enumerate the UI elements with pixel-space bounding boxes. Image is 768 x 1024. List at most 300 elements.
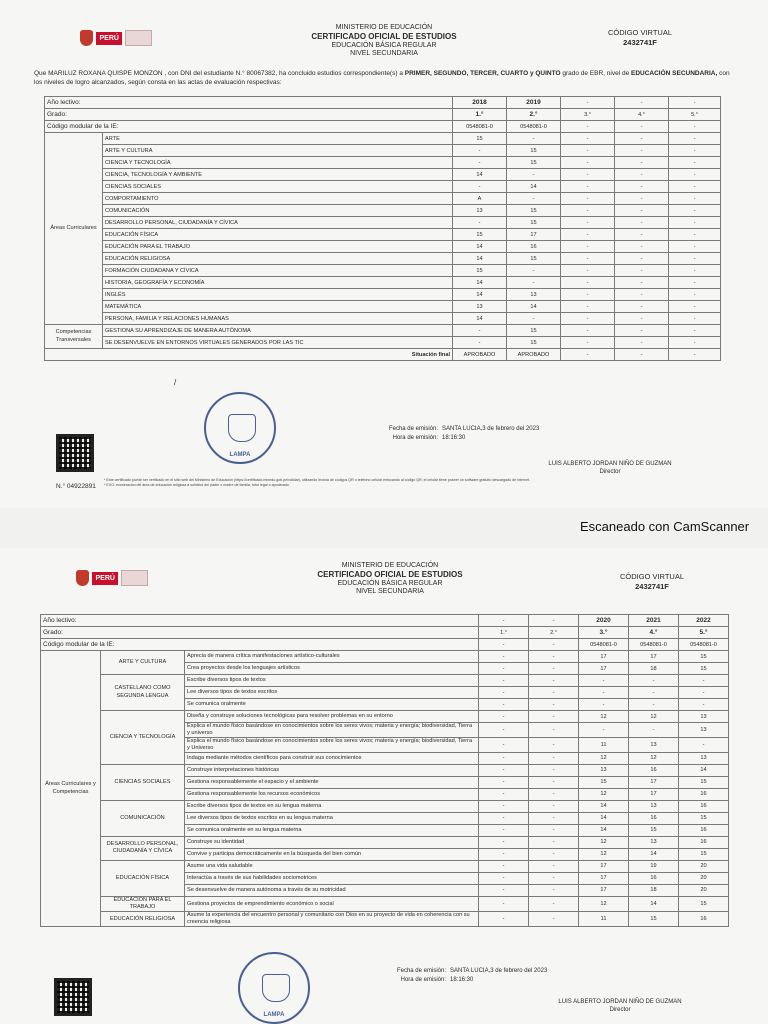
issue-info bbox=[386, 425, 539, 443]
grade-cell: - bbox=[529, 836, 579, 848]
area-name: CASTELLANO COMO SEGUNDA LENGUA bbox=[101, 675, 185, 711]
grade-cell: 17 bbox=[579, 872, 629, 884]
year-cell: 2019 bbox=[507, 97, 561, 109]
grade-cell: 11 bbox=[579, 912, 629, 927]
school-code-cell: - bbox=[669, 121, 721, 133]
footnotes bbox=[104, 478, 624, 489]
grade-cell: 16 bbox=[679, 788, 729, 800]
header-row-school-code bbox=[45, 121, 721, 133]
competency-name: Lee diversos tipos de textos escritos en su lengua materna bbox=[185, 812, 479, 824]
grade-cell: - bbox=[669, 229, 721, 241]
grade-cell: 20 bbox=[679, 884, 729, 896]
education-type: EDUCACIÓN BÁSICA REGULAR bbox=[331, 41, 437, 49]
grade-cell: - bbox=[615, 301, 669, 313]
certificate-title: CERTIFICADO OFICIAL DE ESTUDIOS bbox=[317, 570, 463, 580]
subject-name: FORMACIÓN CIUDADANA Y CÍVICA bbox=[103, 265, 453, 277]
grade-cell: - bbox=[561, 265, 615, 277]
school-code-cell: 0548081-0 bbox=[579, 639, 629, 651]
grade-cell: - bbox=[615, 193, 669, 205]
grade-cell: 15 bbox=[507, 217, 561, 229]
grade-cell: - bbox=[529, 675, 579, 687]
grade-cell: 16 bbox=[507, 241, 561, 253]
signature-block bbox=[510, 998, 730, 1015]
grade-cell: 13 bbox=[629, 737, 679, 752]
grade-cell: - bbox=[679, 699, 729, 711]
grade-cell: 15 bbox=[679, 812, 729, 824]
grade-cell: - bbox=[669, 241, 721, 253]
area-name: EDUCACIÓN RELIGIOSA bbox=[101, 912, 185, 927]
grade-cell: - bbox=[529, 824, 579, 836]
header-row-school-code bbox=[41, 639, 729, 651]
school-code-cell: 0548081-0 bbox=[679, 639, 729, 651]
table-row bbox=[45, 253, 721, 265]
grade-cell: 15 bbox=[579, 776, 629, 788]
grade-cell: - bbox=[479, 800, 529, 812]
grade-cell: - bbox=[669, 301, 721, 313]
year-cell: - bbox=[529, 615, 579, 627]
grade-cell: 13 bbox=[679, 711, 729, 723]
area-name: CIENCIAS SOCIALES bbox=[101, 764, 185, 800]
grade-cell: - bbox=[669, 145, 721, 157]
grade-cell: 15 bbox=[679, 776, 729, 788]
school-code-label: Código modular de la IE: bbox=[45, 121, 453, 133]
year-label: Año lectivo: bbox=[41, 615, 479, 627]
competency-name: Asume una vida saludable bbox=[185, 860, 479, 872]
areas-label: Áreas Curriculares bbox=[45, 133, 103, 325]
table-row bbox=[45, 181, 721, 193]
grade-cell: - bbox=[479, 836, 529, 848]
year-cell: - bbox=[561, 97, 615, 109]
area-name: COMUNICACIÓN bbox=[101, 800, 185, 836]
competency-name: Escribe diversos tipos de textos bbox=[185, 675, 479, 687]
competency-name: Gestiona responsablemente el espacio y el ambiente bbox=[185, 776, 479, 788]
ministry-name: MINISTERIO DE EDUCACIÓN bbox=[335, 24, 433, 31]
virtual-code-value: 2432741F bbox=[623, 37, 657, 47]
grade-cell: - bbox=[561, 313, 615, 325]
minedu-logo bbox=[80, 28, 152, 48]
grade-cell: 3.° bbox=[561, 109, 615, 121]
grade-cell: 15 bbox=[507, 337, 561, 349]
document-header bbox=[290, 562, 490, 597]
grade-cell: - bbox=[507, 277, 561, 289]
grade-cell: - bbox=[669, 325, 721, 337]
table-row bbox=[41, 860, 729, 872]
year-cell: 2021 bbox=[629, 615, 679, 627]
area-name: ARTE Y CULTURA bbox=[101, 651, 185, 675]
grade-cell: - bbox=[529, 788, 579, 800]
signer-name: LUIS ALBERTO JORDAN NIÑO DE GUZMAN bbox=[558, 999, 682, 1005]
grade-cell: - bbox=[529, 776, 579, 788]
subject-name: PERSONA, FAMILIA Y RELACIONES HUMANAS bbox=[103, 313, 453, 325]
final-status-cell: - bbox=[615, 349, 669, 361]
certificate-title: CERTIFICADO OFICIAL DE ESTUDIOS bbox=[311, 32, 457, 42]
grade-cell: 16 bbox=[679, 912, 729, 927]
table-row bbox=[41, 711, 729, 723]
grade-cell: - bbox=[615, 205, 669, 217]
grade-cell: - bbox=[479, 675, 529, 687]
grade-cell: - bbox=[453, 157, 507, 169]
grade-cell: - bbox=[507, 169, 561, 181]
grade-cell: - bbox=[679, 737, 729, 752]
subject-name: CIENCIA, TECNOLOGÍA Y AMBIENTE bbox=[103, 169, 453, 181]
grade-cell: - bbox=[529, 651, 579, 663]
grade-cell: 15 bbox=[679, 651, 729, 663]
institution-seal bbox=[204, 392, 276, 464]
table-row bbox=[41, 800, 729, 812]
competency-name: Gestiona proyectos de emprendimiento económico o social bbox=[185, 896, 479, 912]
grade-cell: 13 bbox=[579, 764, 629, 776]
grade-cell: - bbox=[561, 157, 615, 169]
competency-name: GESTIONA SU APRENDIZAJE DE MANERA AUTÓNOMA bbox=[103, 325, 453, 337]
grade-cell: - bbox=[529, 812, 579, 824]
school-code-cell: - bbox=[529, 639, 579, 651]
virtual-code-label: CÓDIGO VIRTUAL bbox=[619, 572, 685, 581]
grade-cell: 16 bbox=[679, 824, 729, 836]
grade-cell: - bbox=[615, 277, 669, 289]
competency-name: Construye su identidad bbox=[185, 836, 479, 848]
table-row bbox=[45, 193, 721, 205]
final-status-cell: - bbox=[669, 349, 721, 361]
grade-cell: 15 bbox=[507, 253, 561, 265]
statement-part: con los niveles de logro alcanzados, según consta en las actas de evaluación respectivas: bbox=[34, 70, 730, 86]
grade-cell: - bbox=[479, 663, 529, 675]
school-code-cell: 0548081-0 bbox=[507, 121, 561, 133]
final-status-cell: APROBADO bbox=[453, 349, 507, 361]
footnote-verify: * Este certificado puede ser verificado en el sitio web del Ministerio de Educación (https://certificado.minedu.gob.pe/validar), utilizando lectora de códigos QR o teléfono celular enfocando al código QR; el celular tiene poseer un software gratuito descargado de internet. bbox=[104, 478, 531, 482]
subject-name: ARTE bbox=[103, 133, 453, 145]
subject-name: HISTORIA, GEOGRAFÍA Y ECONOMÍA bbox=[103, 277, 453, 289]
year-cell: - bbox=[479, 615, 529, 627]
grade-cell: - bbox=[615, 265, 669, 277]
grade-cell: - bbox=[479, 872, 529, 884]
competency-name: SE DESENVUELVE EN ENTORNOS VIRTUALES GENERADOS POR LAS TIC bbox=[103, 337, 453, 349]
virtual-code-value: 2432741F bbox=[635, 581, 669, 591]
grade-cell: 12 bbox=[579, 788, 629, 800]
grade-cell: - bbox=[479, 912, 529, 927]
school-code-cell: - bbox=[561, 121, 615, 133]
school-code-cell: 0548081-0 bbox=[453, 121, 507, 133]
final-status-row bbox=[45, 349, 721, 361]
grade-cell: 5.° bbox=[669, 109, 721, 121]
grade-cell: 17 bbox=[579, 663, 629, 675]
institution-seal bbox=[238, 952, 310, 1024]
grade-cell: 13 bbox=[453, 205, 507, 217]
grade-cell: - bbox=[479, 711, 529, 723]
peru-badge: PERÚ bbox=[92, 572, 117, 585]
grade-cell: - bbox=[453, 217, 507, 229]
grade-cell: - bbox=[561, 229, 615, 241]
grade-cell: - bbox=[561, 277, 615, 289]
grade-cell: - bbox=[529, 872, 579, 884]
grade-cell: - bbox=[479, 687, 529, 699]
grade-cell: - bbox=[679, 675, 729, 687]
grade-cell: - bbox=[561, 205, 615, 217]
grade-cell: - bbox=[615, 253, 669, 265]
grade-cell: - bbox=[669, 217, 721, 229]
qr-code-icon bbox=[54, 978, 92, 1016]
signer-name: LUIS ALBERTO JORDAN NIÑO DE GUZMAN bbox=[548, 461, 672, 467]
grade-cell: - bbox=[479, 824, 529, 836]
grade-cell: 16 bbox=[629, 872, 679, 884]
grade-cell: - bbox=[561, 217, 615, 229]
grade-cell: - bbox=[629, 723, 679, 738]
grade-cell: 20 bbox=[679, 872, 729, 884]
education-type: EDUCACIÓN BÁSICA REGULAR bbox=[337, 579, 443, 587]
grade-cell: 15 bbox=[679, 896, 729, 912]
grade-cell: 20 bbox=[679, 860, 729, 872]
grade-cell: - bbox=[453, 337, 507, 349]
header-row-grade bbox=[41, 627, 729, 639]
header-row-year bbox=[41, 615, 729, 627]
grade-cell: - bbox=[629, 699, 679, 711]
grade-cell: 4.° bbox=[615, 109, 669, 121]
grade-cell: - bbox=[507, 193, 561, 205]
grade-cell: - bbox=[479, 812, 529, 824]
grade-cell: - bbox=[679, 687, 729, 699]
issue-time-label: Hora de emisión: bbox=[392, 435, 438, 441]
grade-cell: - bbox=[529, 723, 579, 738]
grade-cell: - bbox=[561, 337, 615, 349]
grade-cell: 17 bbox=[579, 860, 629, 872]
grade-cell: - bbox=[529, 699, 579, 711]
grade-cell: - bbox=[507, 313, 561, 325]
grade-cell: 17 bbox=[507, 229, 561, 241]
table-row bbox=[45, 157, 721, 169]
grade-cell: 18 bbox=[629, 663, 679, 675]
grade-cell: 11 bbox=[579, 737, 629, 752]
issue-info bbox=[394, 967, 547, 985]
grade-cell: 14 bbox=[453, 241, 507, 253]
subject-name: DESARROLLO PERSONAL, CIUDADANÍA Y CÍVICA bbox=[103, 217, 453, 229]
grade-cell: 15 bbox=[629, 912, 679, 927]
statement-level: EDUCACIÓN SECUNDARIA, bbox=[631, 70, 718, 77]
grade-cell: 16 bbox=[629, 812, 679, 824]
grade-cell: - bbox=[529, 663, 579, 675]
grades-table-1 bbox=[44, 96, 721, 361]
grade-cell: - bbox=[529, 800, 579, 812]
grade-cell: 18 bbox=[629, 884, 679, 896]
grade-cell: - bbox=[615, 157, 669, 169]
grade-cell: - bbox=[561, 145, 615, 157]
statement-grades: PRIMER, SEGUNDO, TERCER, CUARTO y QUINTO bbox=[404, 70, 561, 77]
grade-cell: - bbox=[479, 896, 529, 912]
grade-cell: - bbox=[479, 699, 529, 711]
grade-cell: - bbox=[479, 884, 529, 896]
competency-name: Crea proyectos desde los lenguajes artísticos bbox=[185, 663, 479, 675]
competency-name: Lee diversos tipos de textos escritos bbox=[185, 687, 479, 699]
grade-cell: 15 bbox=[629, 824, 679, 836]
certificate-statement bbox=[34, 70, 734, 88]
grade-cell: - bbox=[529, 860, 579, 872]
grade-cell: 17 bbox=[629, 776, 679, 788]
grade-cell: 14 bbox=[579, 812, 629, 824]
grade-cell: 13 bbox=[629, 836, 679, 848]
grade-cell: 15 bbox=[453, 229, 507, 241]
grade-cell: 14 bbox=[453, 277, 507, 289]
final-status-cell: - bbox=[561, 349, 615, 361]
grade-cell: - bbox=[669, 157, 721, 169]
issue-date: SANTA LUCIA,3 de febrero del 2023 bbox=[442, 426, 540, 432]
grade-cell: 14 bbox=[453, 253, 507, 265]
statement-part: Que MARILUZ ROXANA QUISPE MONZON , con DNI del estudiante N.° 80067382, ha concluido estudios correspondiente(s) a bbox=[34, 70, 405, 77]
grade-cell: - bbox=[561, 181, 615, 193]
year-cell: 2018 bbox=[453, 97, 507, 109]
areas-label: Áreas Curriculares y Competencias bbox=[41, 651, 101, 927]
year-cell: 2022 bbox=[679, 615, 729, 627]
grade-cell: - bbox=[561, 325, 615, 337]
grade-cell: 13 bbox=[507, 289, 561, 301]
issue-date-label: Fecha de emisión: bbox=[388, 426, 438, 432]
competency-name: Interactúa a través de sus habilidades sociomotrices bbox=[185, 872, 479, 884]
grade-cell: 14 bbox=[679, 764, 729, 776]
grade-cell: - bbox=[615, 217, 669, 229]
grades-table-2 bbox=[40, 614, 729, 927]
grade-cell: - bbox=[529, 687, 579, 699]
grade-cell: - bbox=[579, 675, 629, 687]
grade-cell: - bbox=[615, 313, 669, 325]
ministry-badge bbox=[121, 570, 148, 586]
grade-cell: 14 bbox=[453, 313, 507, 325]
grade-cell: 15 bbox=[453, 133, 507, 145]
year-cell: 2020 bbox=[579, 615, 629, 627]
subject-name: COMUNICACIÓN bbox=[103, 205, 453, 217]
competency-name: Diseña y construye soluciones tecnológicas para resolver problemas en su entorno bbox=[185, 711, 479, 723]
peru-badge: PERÚ bbox=[96, 32, 121, 45]
table-row bbox=[45, 205, 721, 217]
grade-cell: 14 bbox=[453, 289, 507, 301]
subject-name: EDUCACIÓN PARA EL TRABAJO bbox=[103, 241, 453, 253]
grade-cell: 12 bbox=[579, 896, 629, 912]
grade-cell: A bbox=[453, 193, 507, 205]
competency-name: Se desenvuelve de manera autónoma a través de su motricidad bbox=[185, 884, 479, 896]
grade-cell: - bbox=[561, 301, 615, 313]
grade-cell: 4.° bbox=[629, 627, 679, 639]
issue-date-label: Fecha de emisión: bbox=[396, 968, 446, 974]
footnote-exo: * EXO: exoneración del área de educación religiosa a solicitud del padre o madre de familia, tutor legal o apoderado. bbox=[104, 483, 290, 488]
grade-cell: 12 bbox=[579, 711, 629, 723]
grade-cell: - bbox=[669, 133, 721, 145]
grade-cell: 13 bbox=[679, 752, 729, 764]
signer-role: Director bbox=[609, 1007, 631, 1014]
grade-cell: - bbox=[615, 229, 669, 241]
grade-cell: 14 bbox=[453, 169, 507, 181]
issue-time: 18:16:30 bbox=[450, 977, 474, 983]
grade-cell: - bbox=[561, 193, 615, 205]
document-header bbox=[284, 24, 484, 59]
grade-label: Grado: bbox=[45, 109, 453, 121]
grade-cell: 13 bbox=[629, 800, 679, 812]
grade-cell: - bbox=[579, 723, 629, 738]
table-row bbox=[45, 289, 721, 301]
grade-cell: - bbox=[479, 788, 529, 800]
grade-cell: - bbox=[529, 884, 579, 896]
grade-cell: - bbox=[629, 675, 679, 687]
grade-cell: - bbox=[529, 711, 579, 723]
table-row bbox=[45, 265, 721, 277]
certificate-page-1 bbox=[0, 0, 768, 508]
grade-cell: 12 bbox=[629, 752, 679, 764]
virtual-code bbox=[602, 572, 702, 592]
grade-cell: - bbox=[453, 325, 507, 337]
grade-cell: 19 bbox=[629, 860, 679, 872]
competency-name: Se comunica oralmente en su lengua materna bbox=[185, 824, 479, 836]
grade-cell: 14 bbox=[507, 181, 561, 193]
table-row bbox=[41, 651, 729, 663]
school-code-cell: 0548081-0 bbox=[629, 639, 679, 651]
competency-name: Asume la experiencia del encuentro personal y comunitario con Dios en su proyecto de vida en coherencia con su creencia religiosa bbox=[185, 912, 479, 927]
issue-time-label: Hora de emisión: bbox=[400, 977, 446, 983]
grade-cell: 14 bbox=[629, 848, 679, 860]
area-name: EDUCACIÓN FÍSICA bbox=[101, 860, 185, 896]
grade-cell: 12 bbox=[579, 848, 629, 860]
grade-cell: - bbox=[529, 737, 579, 752]
grade-cell: 17 bbox=[629, 788, 679, 800]
grade-cell: 13 bbox=[679, 723, 729, 738]
grade-cell: - bbox=[615, 337, 669, 349]
grade-cell: - bbox=[669, 193, 721, 205]
grade-cell: - bbox=[669, 289, 721, 301]
area-name: DESARROLLO PERSONAL, CIUDADANÍA Y CÍVICA bbox=[101, 836, 185, 860]
grade-cell: - bbox=[479, 737, 529, 752]
grade-cell: - bbox=[479, 752, 529, 764]
area-name: CIENCIA Y TECNOLOGÍA bbox=[101, 711, 185, 765]
coat-of-arms-icon bbox=[76, 570, 89, 586]
competencies-label: Competencias Transversales bbox=[45, 325, 103, 349]
grade-cell: - bbox=[669, 277, 721, 289]
seal-text: LAMPA bbox=[263, 1012, 285, 1018]
grade-cell: - bbox=[561, 253, 615, 265]
grade-cell: 15 bbox=[507, 157, 561, 169]
table-row bbox=[45, 229, 721, 241]
final-status-label: Situación final bbox=[45, 349, 453, 361]
grade-cell: - bbox=[669, 313, 721, 325]
grade-cell: - bbox=[507, 133, 561, 145]
statement-part: grado de EBR, nivel de bbox=[560, 70, 631, 77]
grade-cell: - bbox=[529, 752, 579, 764]
grade-cell: 14 bbox=[507, 301, 561, 313]
grade-cell: - bbox=[615, 181, 669, 193]
virtual-code-label: CÓDIGO VIRTUAL bbox=[607, 28, 673, 37]
grade-cell: 2.° bbox=[507, 109, 561, 121]
grade-cell: - bbox=[529, 912, 579, 927]
grade-cell: - bbox=[479, 848, 529, 860]
grade-cell: 1.° bbox=[479, 627, 529, 639]
subject-name: EDUCACIÓN FÍSICA bbox=[103, 229, 453, 241]
grade-cell: - bbox=[615, 133, 669, 145]
qr-code-icon bbox=[56, 434, 94, 472]
area-name: EDUCACIÓN PARA EL TRABAJO bbox=[101, 896, 185, 912]
table-row bbox=[45, 301, 721, 313]
competency-name: Convive y participa democráticamente en la búsqueda del bien común bbox=[185, 848, 479, 860]
year-cell: - bbox=[615, 97, 669, 109]
grade-cell: 13 bbox=[453, 301, 507, 313]
issue-time: 18:16:30 bbox=[442, 435, 466, 441]
minedu-logo bbox=[76, 568, 148, 588]
grade-cell: - bbox=[669, 253, 721, 265]
certificate-page-2 bbox=[0, 548, 768, 1024]
subject-name: MATEMÁTICA bbox=[103, 301, 453, 313]
school-code-label: Código modular de la IE: bbox=[41, 639, 479, 651]
grade-cell: - bbox=[669, 169, 721, 181]
table-row bbox=[41, 675, 729, 687]
ministry-name: MINISTERIO DE EDUCACIÓN bbox=[341, 562, 439, 569]
grade-cell: - bbox=[561, 289, 615, 301]
grade-cell: 14 bbox=[629, 896, 679, 912]
final-status-cell: APROBADO bbox=[507, 349, 561, 361]
table-row bbox=[45, 145, 721, 157]
competency-name: Construye interpretaciones históricas bbox=[185, 764, 479, 776]
grade-cell: - bbox=[479, 764, 529, 776]
